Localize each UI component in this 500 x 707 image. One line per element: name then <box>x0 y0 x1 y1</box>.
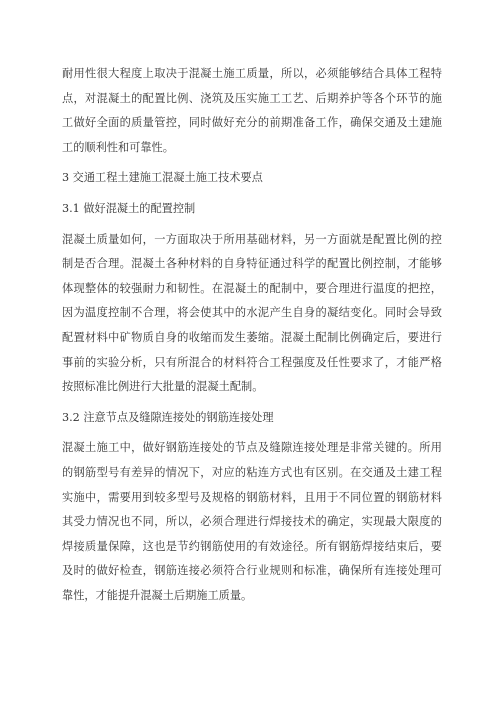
paragraph-rebar-connection: 混凝土施工中，做好钢筋连接处的节点及缝隙连接处理是非常关键的。所用的钢筋型号有差异的情况下，对应的粘连方式也有区别。在交通及土建工程实施中，需要用到较多型号及规格的钢筋材料，且用于不同位置的钢筋材料其受力情况也不同，所以，必须合理进行焊接技术的确定，实现最大限度的焊接质量保障，这也是节约钢筋使用的有效途径。所有钢筋焊接结束后，要及时的做好检查，钢筋连接必须符合行业规则和标准，确保所有连接处理可靠性，才能提升混凝土后期施工质量。 <box>62 441 442 602</box>
paragraph-intro: 耐用性很大程度上取决于混凝土施工质量，所以，必须能够结合具体工程特点，对混凝土的配置比例、浇筑及压实施工工艺、后期养护等各个环节的施工做好全面的质量管控，同时做好充分的前期准备工作，确保交通及土建施工的顺利性和可靠性。 <box>62 67 442 154</box>
subsection-heading-3-1: 3.1 做好混凝土的配置控制 <box>62 201 196 215</box>
document-page <box>62 62 442 608</box>
subsection-heading-3-2: 3.2 注意节点及缝隙连接处的钢筋连接处理 <box>62 410 274 424</box>
paragraph-mix-control: 混凝土质量如何，一方面取决于所用基础材料，另一方面就是配置比例的控制是否合理。混凝土各种材料的自身特征通过科学的配置比例控制，才能够体现整体的较强耐力和韧性。在混凝土的配制中，要合理进行温度的把控，因为温度控制不合理，将会使其中的水泥产生自身的凝结变化。同时会导致配置材料中矿物质自身的收缩而发生萎缩。混凝土配制比例确定后，要进行事前的实验分析，只有所混合的材料符合工程强度及任性要求了，才能严格按照标准比例进行大批量的混凝土配制。 <box>62 232 442 394</box>
section-heading-3: 3 交通工程土建施工混凝土施工技术要点 <box>62 171 263 185</box>
